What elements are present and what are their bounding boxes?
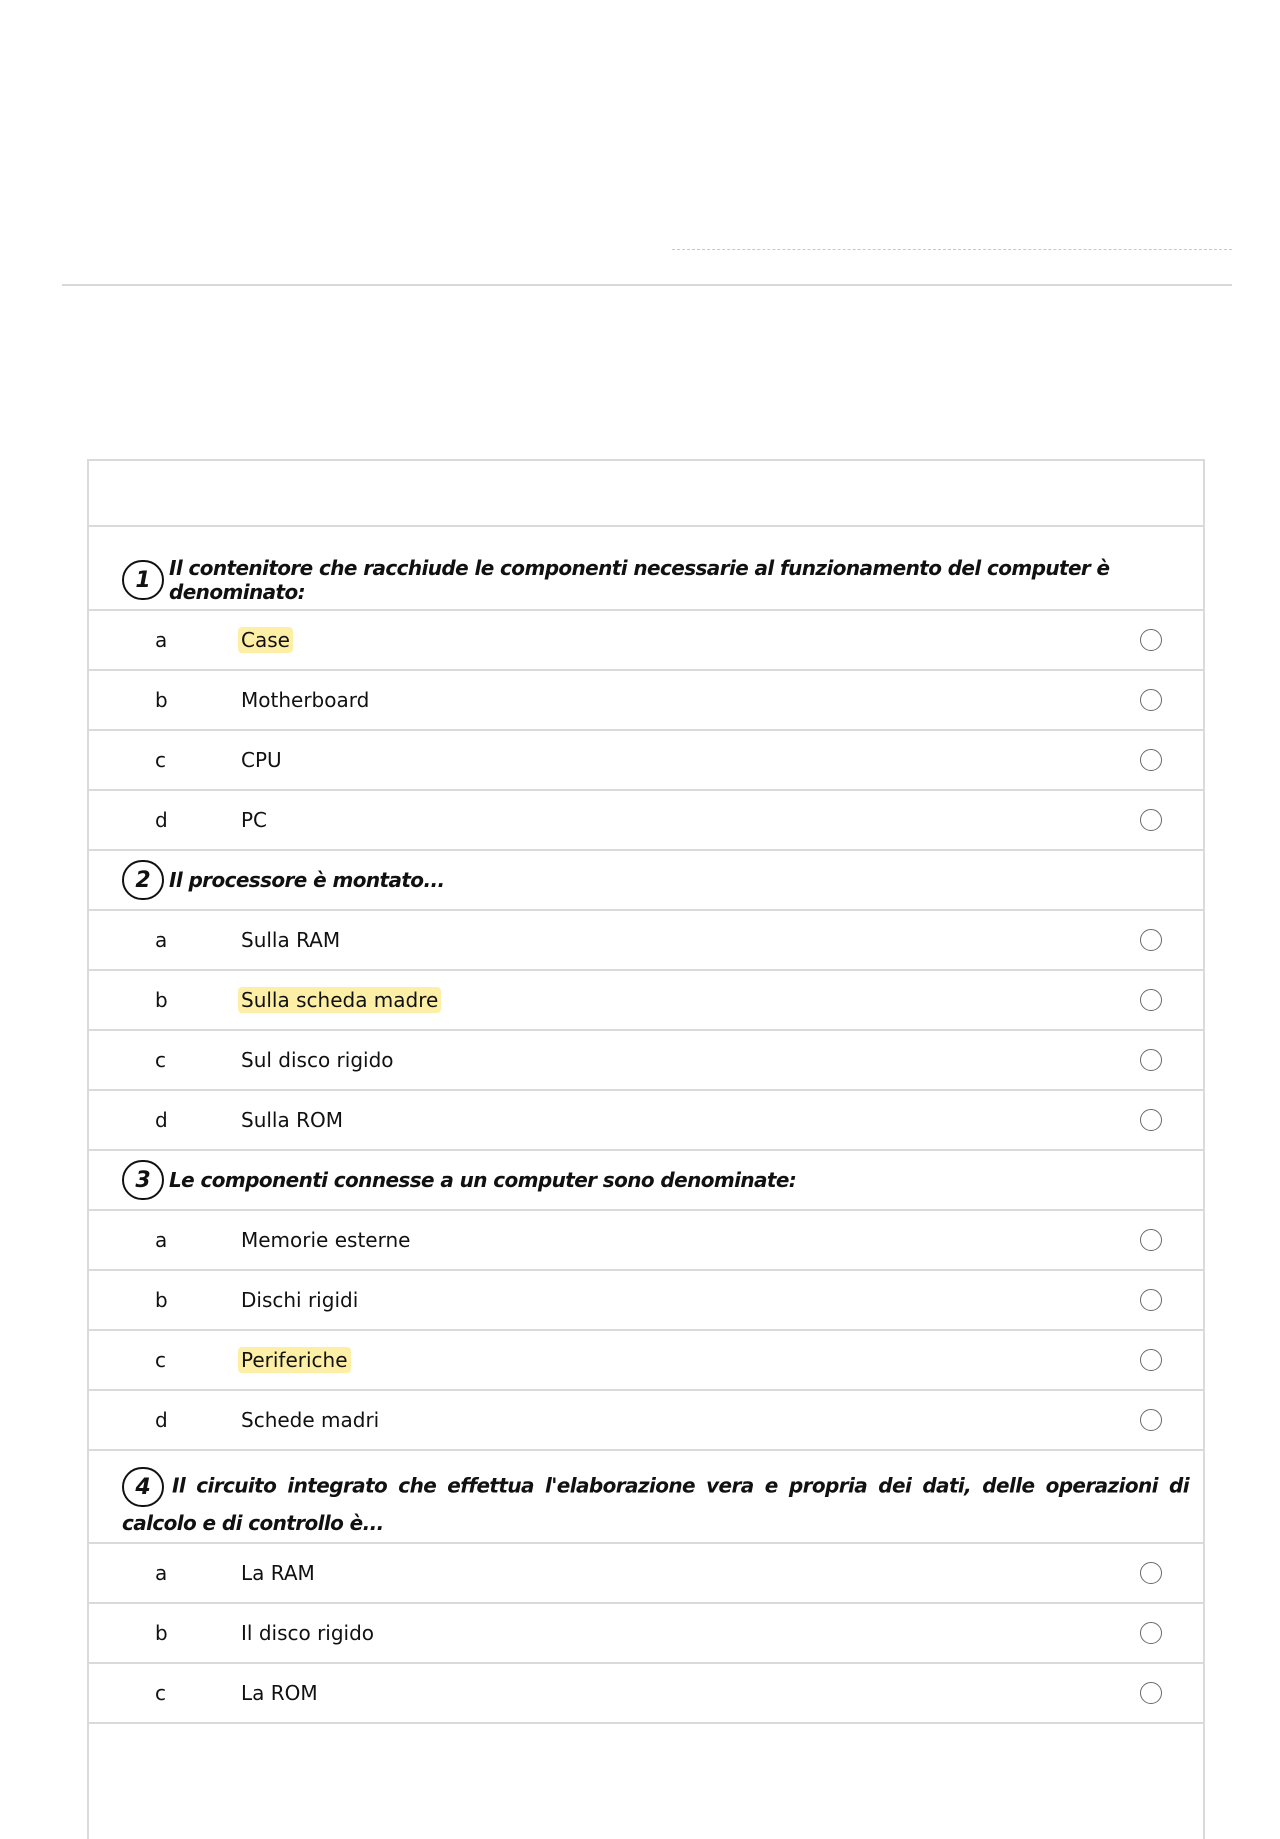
option-row[interactable]	[89, 1091, 1203, 1151]
option-letter: b	[155, 1288, 168, 1312]
option-letter: a	[155, 1228, 168, 1252]
option-letter: a	[155, 628, 168, 652]
radio-button[interactable]	[1140, 1289, 1162, 1311]
question-number-badge: 4	[122, 1467, 164, 1507]
option-text: Periferiche	[238, 1347, 351, 1373]
option-letter: c	[155, 1348, 166, 1372]
quiz-table-header	[89, 461, 1203, 527]
radio-button[interactable]	[1140, 989, 1162, 1011]
radio-button[interactable]	[1140, 1229, 1162, 1251]
question-text: Le componenti connesse a un computer sono denominate:	[169, 1168, 797, 1192]
option-letter: d	[155, 1408, 168, 1432]
radio-button[interactable]	[1140, 929, 1162, 951]
option-text: CPU	[241, 748, 282, 772]
question-number-badge: 1	[122, 560, 164, 600]
option-row[interactable]	[89, 1031, 1203, 1091]
radio-button[interactable]	[1140, 749, 1162, 771]
option-row[interactable]	[89, 971, 1203, 1031]
option-text: Dischi rigidi	[241, 1288, 359, 1312]
question-3	[89, 1151, 1203, 1211]
option-text: Il disco rigido	[241, 1621, 375, 1645]
option-letter: a	[155, 1561, 168, 1585]
radio-button[interactable]	[1140, 1049, 1162, 1071]
option-text: Memorie esterne	[241, 1228, 411, 1252]
option-row[interactable]	[89, 671, 1203, 731]
question-1	[89, 527, 1203, 611]
name-field-line	[672, 249, 1232, 250]
option-text: Sul disco rigido	[241, 1048, 394, 1072]
option-letter: c	[155, 1681, 166, 1705]
question-number-badge: 3	[122, 1160, 164, 1200]
radio-button[interactable]	[1140, 809, 1162, 831]
option-text: PC	[241, 808, 268, 832]
radio-button[interactable]	[1140, 689, 1162, 711]
option-letter: d	[155, 808, 168, 832]
option-row[interactable]	[89, 911, 1203, 971]
option-text: Schede madri	[241, 1408, 380, 1432]
radio-button[interactable]	[1140, 1682, 1162, 1704]
option-row[interactable]	[89, 1664, 1203, 1724]
question-2	[89, 851, 1203, 911]
option-text: Case	[238, 627, 293, 653]
header-divider	[62, 284, 1232, 286]
radio-button[interactable]	[1140, 629, 1162, 651]
question-number-badge: 2	[122, 860, 164, 900]
option-letter: b	[155, 988, 168, 1012]
radio-button[interactable]	[1140, 1409, 1162, 1431]
question-text: Il circuito integrato che effettua l'elaborazione vera e propria dei dati, delle operazioni di calcolo e di controllo è...	[122, 1473, 1189, 1535]
option-text: La RAM	[241, 1561, 315, 1585]
option-row[interactable]	[89, 1211, 1203, 1271]
option-letter: b	[155, 688, 168, 712]
option-row[interactable]	[89, 1604, 1203, 1664]
quiz-table	[87, 459, 1205, 1839]
option-text: Motherboard	[241, 688, 370, 712]
option-row[interactable]	[89, 791, 1203, 851]
option-letter: c	[155, 1048, 166, 1072]
radio-button[interactable]	[1140, 1109, 1162, 1131]
option-row[interactable]	[89, 1391, 1203, 1451]
option-row[interactable]	[89, 611, 1203, 671]
radio-button[interactable]	[1140, 1622, 1162, 1644]
radio-button[interactable]	[1140, 1562, 1162, 1584]
question-text: Il processore è montato...	[169, 868, 445, 892]
option-row[interactable]	[89, 1331, 1203, 1391]
option-letter: b	[155, 1621, 168, 1645]
radio-button[interactable]	[1140, 1349, 1162, 1371]
question-4	[89, 1451, 1203, 1544]
option-row[interactable]	[89, 731, 1203, 791]
option-row[interactable]	[89, 1271, 1203, 1331]
option-text: Sulla scheda madre	[238, 987, 441, 1013]
option-row[interactable]	[89, 1544, 1203, 1604]
question-text: Il contenitore che racchiude le componenti necessarie al funzionamento del computer è denominato:	[169, 556, 1110, 604]
option-letter: a	[155, 928, 168, 952]
option-text: Sulla ROM	[241, 1108, 343, 1132]
option-letter: d	[155, 1108, 168, 1132]
option-text: La ROM	[241, 1681, 318, 1705]
option-letter: c	[155, 748, 166, 772]
option-text: Sulla RAM	[241, 928, 341, 952]
